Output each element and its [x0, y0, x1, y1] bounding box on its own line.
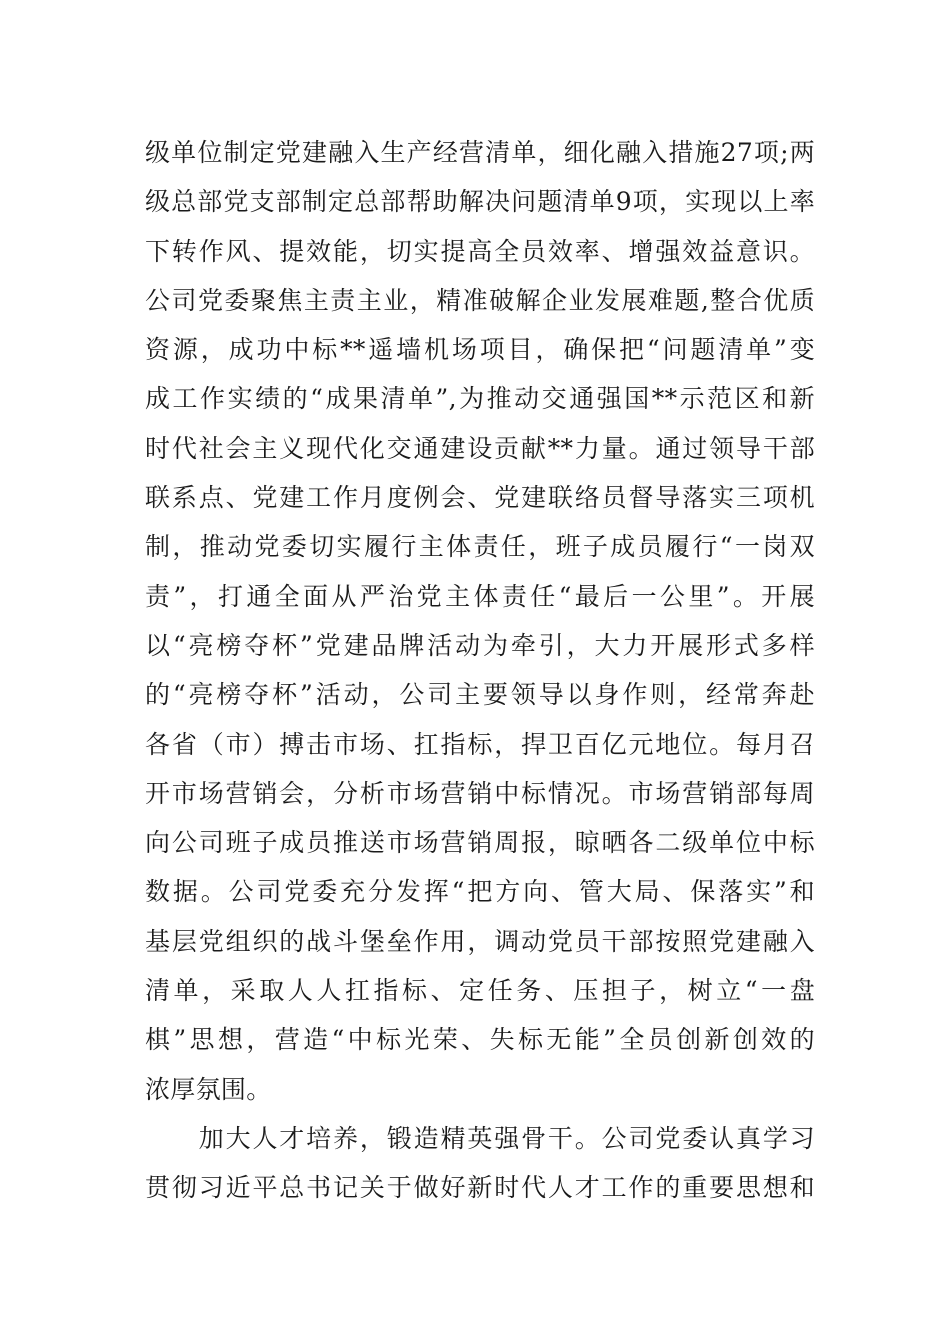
text-line: 的“亮榜夺杯”活动，公司主要领导以身作则，经常奔赴 [145, 680, 815, 710]
text-line: 以“亮榜夺杯”党建品牌活动为牵引，大力开展形式多样 [145, 630, 815, 660]
text-line: 联系点、党建工作月度例会、党建联络员督导落实三项机 [145, 483, 815, 513]
text-line: 棋”思想，营造“中标光荣、失标无能”全员创新创效的 [145, 1025, 815, 1055]
text-line: 成工作实绩的“成果清单”,为推动交通强国**示范区和新 [145, 384, 815, 414]
text-line: 级单位制定党建融入生产经营清单，细化融入措施27项;两 [145, 138, 815, 167]
body-text [145, 128, 815, 1213]
text-line: 数据。公司党委充分发挥“把方向、管大局、保落实”和 [145, 877, 815, 907]
text-line: 责”，打通全面从严治党主体责任“最后一公里”。开展 [145, 581, 815, 611]
text-line: 时代社会主义现代化交通建设贡献**力量。通过领导干部 [145, 433, 815, 463]
text-line: 基层党组织的战斗堡垒作用，调动党员干部按照党建融入 [145, 926, 815, 956]
text-line: 下转作风、提效能，切实提高全员效率、增强效益意识。 [145, 236, 815, 266]
text-line: 加大人才培养，锻造精英强骨干。公司党委认真学习 [145, 1123, 815, 1153]
text-line: 开市场营销会，分析市场营销中标情况。市场营销部每周 [145, 778, 815, 808]
text-line: 向公司班子成员推送市场营销周报，晾晒各二级单位中标 [145, 828, 815, 858]
text-line: 公司党委聚焦主责主业，精准破解企业发展难题,整合优质 [145, 285, 815, 315]
text-line: 清单，采取人人扛指标、定任务、压担子，树立“一盘 [145, 976, 815, 1006]
text-line: 各省（市）搏击市场、扛指标，捍卫百亿元地位。每月召 [145, 729, 815, 759]
text-line: 资源，成功中标**遥墙机场项目，确保把“问题清单”变 [145, 335, 815, 365]
text-line: 制，推动党委切实履行主体责任，班子成员履行“一岗双 [145, 532, 815, 562]
text-line: 贯彻习近平总书记关于做好新时代人才工作的重要思想和 [145, 1173, 815, 1203]
text-line: 浓厚氛围。 [145, 1074, 272, 1104]
text-line: 级总部党支部制定总部帮助解决问题清单9项，实现以上率 [145, 187, 815, 217]
